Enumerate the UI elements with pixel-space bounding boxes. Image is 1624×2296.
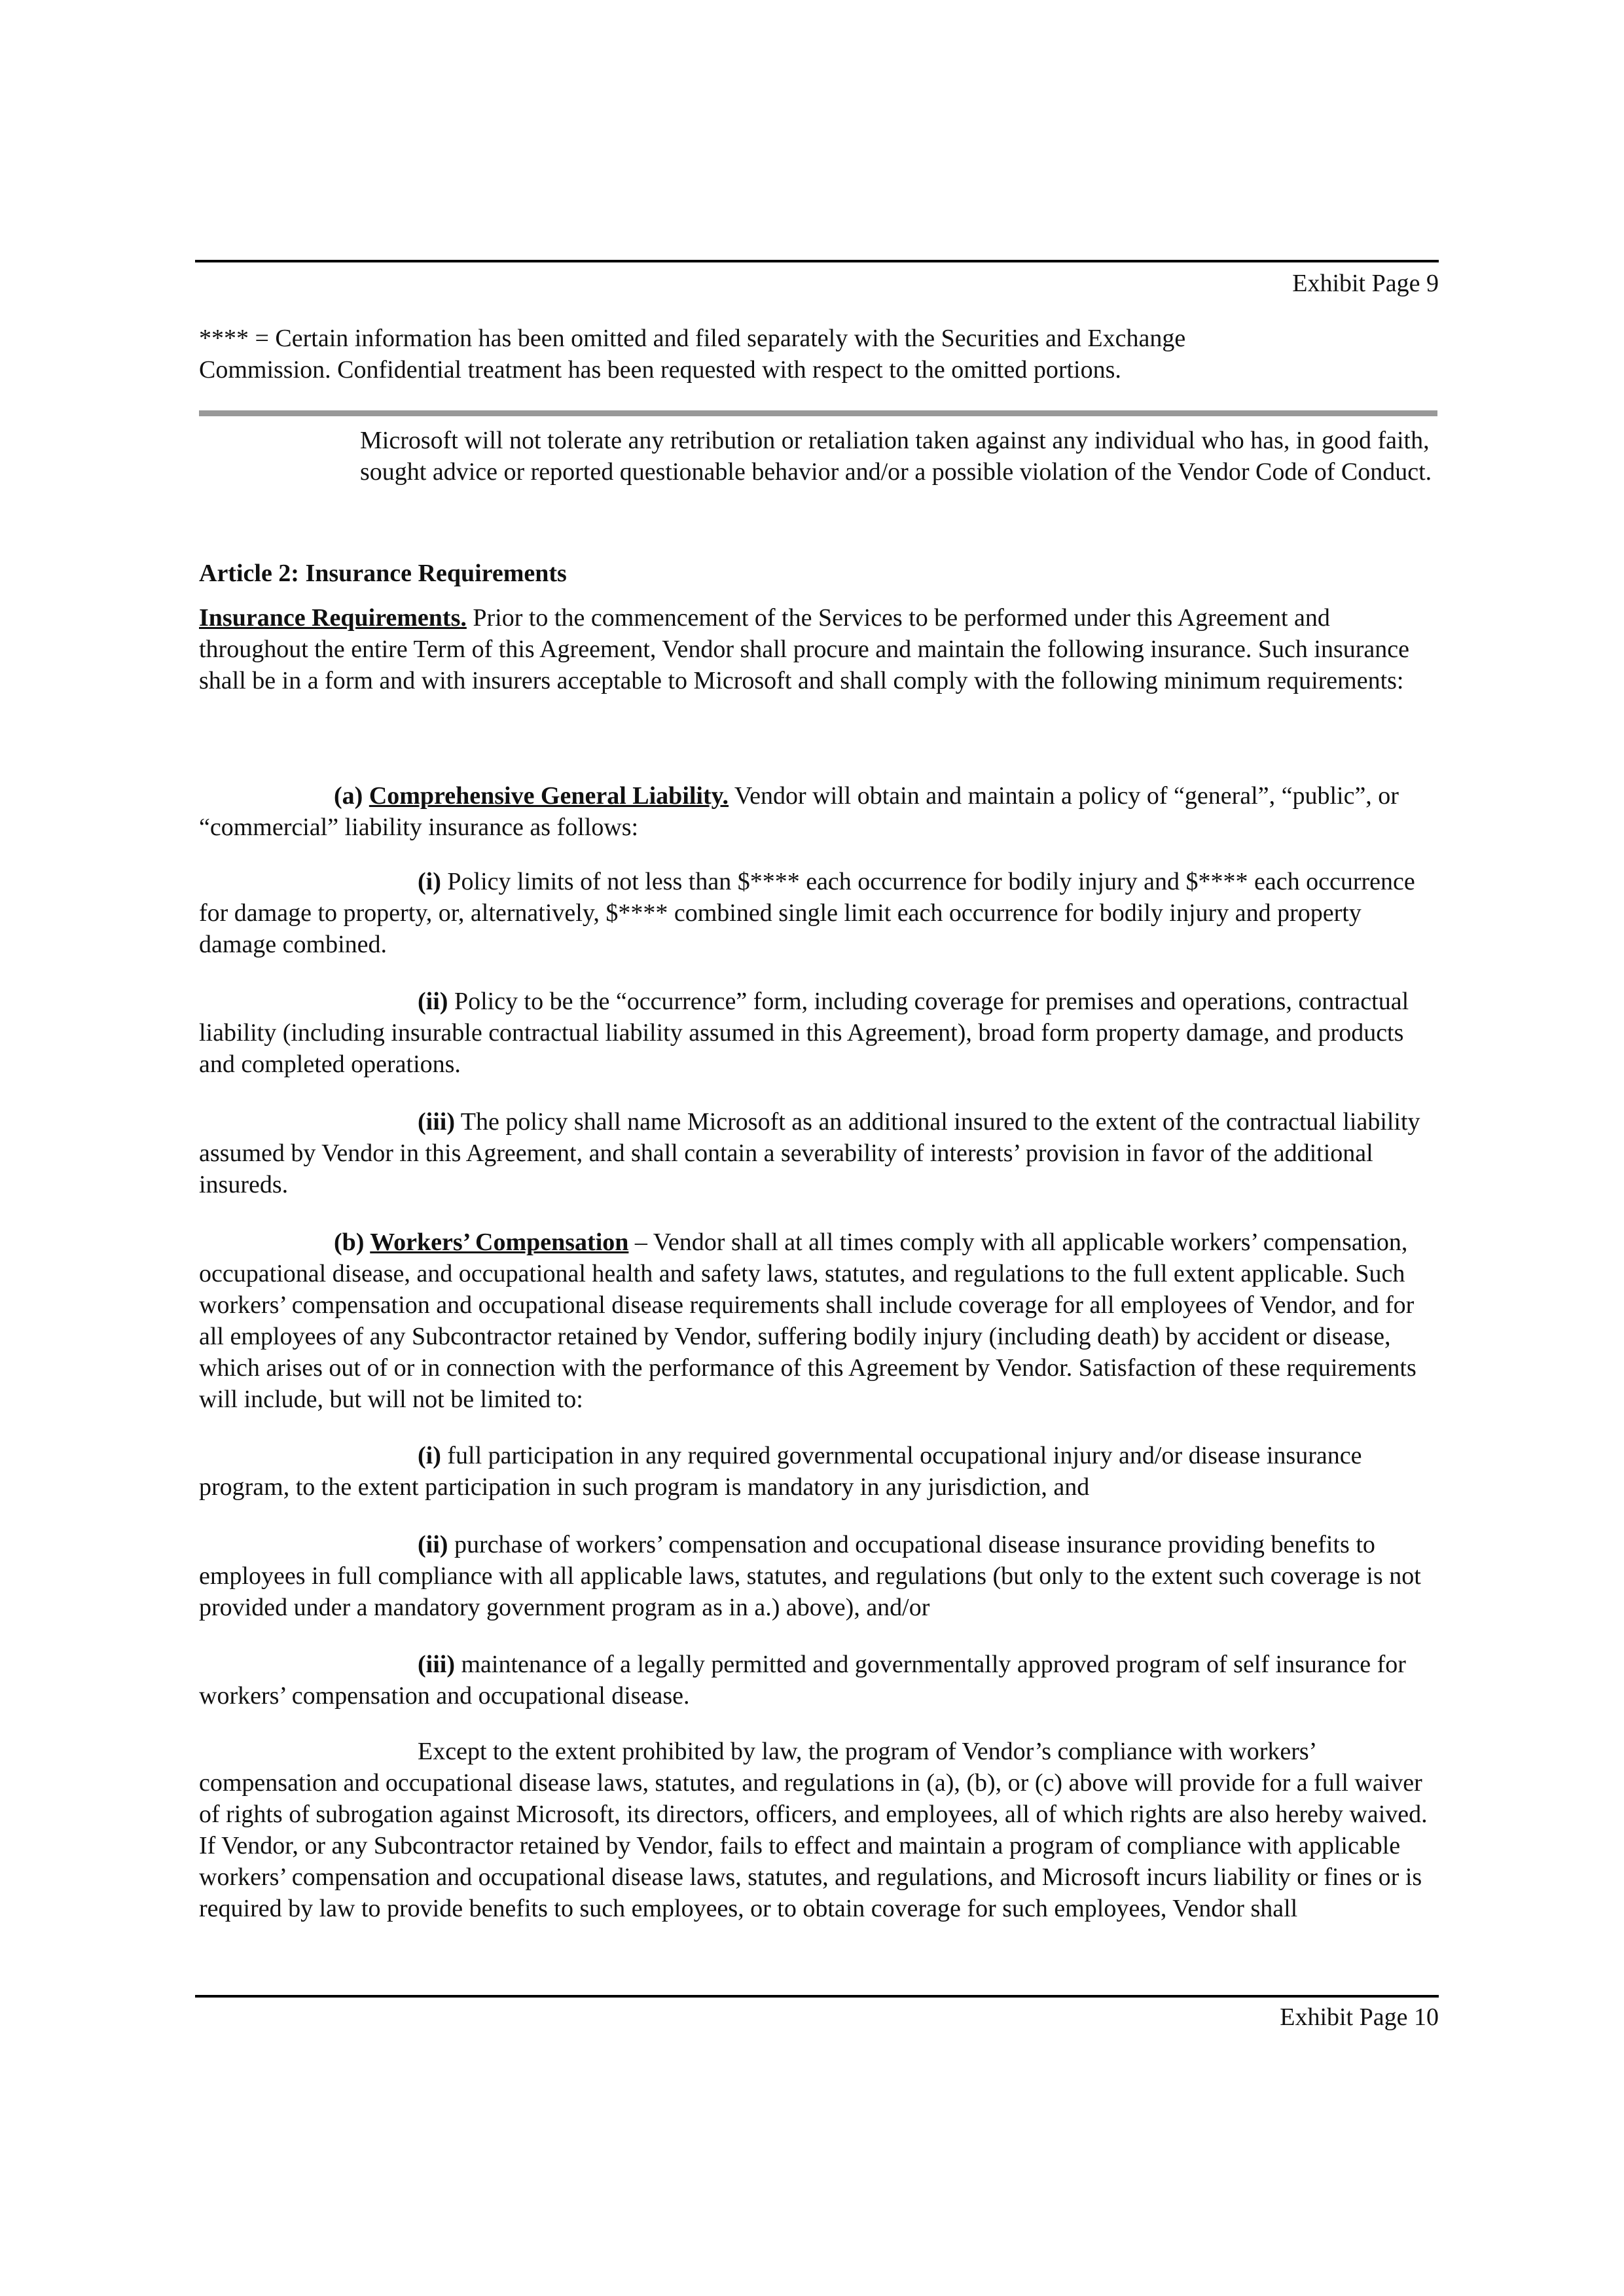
item-label: (i) [418, 868, 441, 895]
section-a-item-iii [199, 1106, 1437, 1200]
item-label: (iii) [418, 1108, 455, 1136]
item-text: full participation in any required governmental occupational injury and/or disease insurance program, to the extent participation in such program is mandatory in any jurisdiction, and [199, 1442, 1362, 1501]
section-b-item-iii [199, 1649, 1437, 1712]
item-label: (i) [418, 1442, 441, 1469]
item-text: purchase of workers’ compensation and occupational disease insurance providing benefits to employees in full compliance with all applicable laws, statutes, and regulations (but only to the extent such coverage is not provided under a mandatory government program as in a.) above), and/or [199, 1531, 1421, 1621]
notice-divider [199, 410, 1437, 416]
section-a-text: Vendor will obtain and maintain a policy of “general”, “public”, or “commercial” liability insurance as follows: [199, 782, 1399, 841]
section-a-title: Comprehensive General Liability. [369, 782, 729, 810]
section-b-item-ii [199, 1529, 1437, 1623]
section-b-title: Workers’ Compensation [370, 1229, 629, 1256]
insurance-intro-title: Insurance Requirements. [199, 604, 467, 632]
item-text: Policy to be the “occurrence” form, including coverage for premises and operations, contractual liability (including insurable contractual liability assumed in this Agreement), broad form property damage, and products and completed operations. [199, 988, 1409, 1078]
item-label: (ii) [418, 988, 448, 1015]
top-divider [195, 260, 1439, 262]
confidentiality-notice: **** = Certain information has been omitted and filed separately with the Securities and Exchange Commission. Confidential treatment has been requested with respect to the omitted portions. [199, 325, 1186, 384]
bottom-divider [195, 1995, 1439, 1998]
section-b-paragraph [199, 1227, 1437, 1415]
section-b-label: (b) [334, 1229, 370, 1256]
article-heading: Article 2: Insurance Requirements [199, 560, 567, 587]
item-text: Policy limits of not less than $**** each occurrence for bodily injury and $**** each occurrence for damage to property, or, alternatively, $**** combined single limit each occurrence for bodily injury and property damage combined. [199, 868, 1415, 958]
section-a-item-i [199, 866, 1437, 960]
section-b-text: – Vendor shall at all times comply with all applicable workers’ compensation, occupational disease, and occupational health and safety laws, statutes, and regulations to the full extent applicable. Such workers’ compensation and occupational disease requirements shall include coverage for all employees of Vendor, and for all employees of any Subcontractor retained by Vendor, suffering bodily injury (including death) by accident or disease, which arises out of or in connection with the performance of this Agreement by Vendor. Satisfaction of these requirements will include, but will not be limited to: [199, 1229, 1416, 1413]
item-label: (iii) [418, 1651, 455, 1678]
item-text: maintenance of a legally permitted and governmentally approved program of self insurance for workers’ compensation and occupational disease. [199, 1651, 1406, 1710]
insurance-intro-text: Prior to the commencement of the Services to be performed under this Agreement and throughout the entire Term of this Agreement, Vendor shall procure and maintain the following insurance. Such insurance shall be in a form and with insurers acceptable to Microsoft and shall comply with the following minimum requirements: [199, 604, 1410, 694]
section-a-item-ii [199, 986, 1437, 1080]
item-text: The policy shall name Microsoft as an additional insured to the extent of the contractual liability assumed by Vendor in this Agreement, and shall contain a severability of interests’ provision in favor of the additional insureds. [199, 1108, 1420, 1198]
waiver-paragraph: Except to the extent prohibited by law, the program of Vendor’s compliance with workers’ compensation and occupational disease laws, statutes, and regulations in (a), (b), or (c) above will provide for a full waiver of rights of subrogation against Microsoft, its directors, officers, and employees, all of which rights are also hereby waived. If Vendor, or any Subcontractor retained by Vendor, fails to effect and maintain a program of compliance with applicable workers’ compensation and occupational disease laws, statutes, and regulations, and Microsoft incurs liability or fines or is required by law to provide benefits to such employees, or to obtain coverage for such employees, Vendor shall [199, 1738, 1428, 1922]
page-label-top: Exhibit Page 9 [1292, 270, 1439, 297]
section-a-paragraph [199, 780, 1437, 843]
section-b-item-i [199, 1440, 1437, 1503]
section-a-label: (a) [334, 782, 369, 810]
item-label: (ii) [418, 1531, 448, 1558]
insurance-intro-paragraph [199, 602, 1437, 696]
page-label-bottom: Exhibit Page 10 [1280, 2003, 1439, 2031]
code-of-conduct-paragraph: Microsoft will not tolerate any retribution or retaliation taken against any individual who has, in good faith, sought advice or reported questionable behavior and/or a possible violation of the Vendor Code of Conduct. [360, 427, 1432, 486]
